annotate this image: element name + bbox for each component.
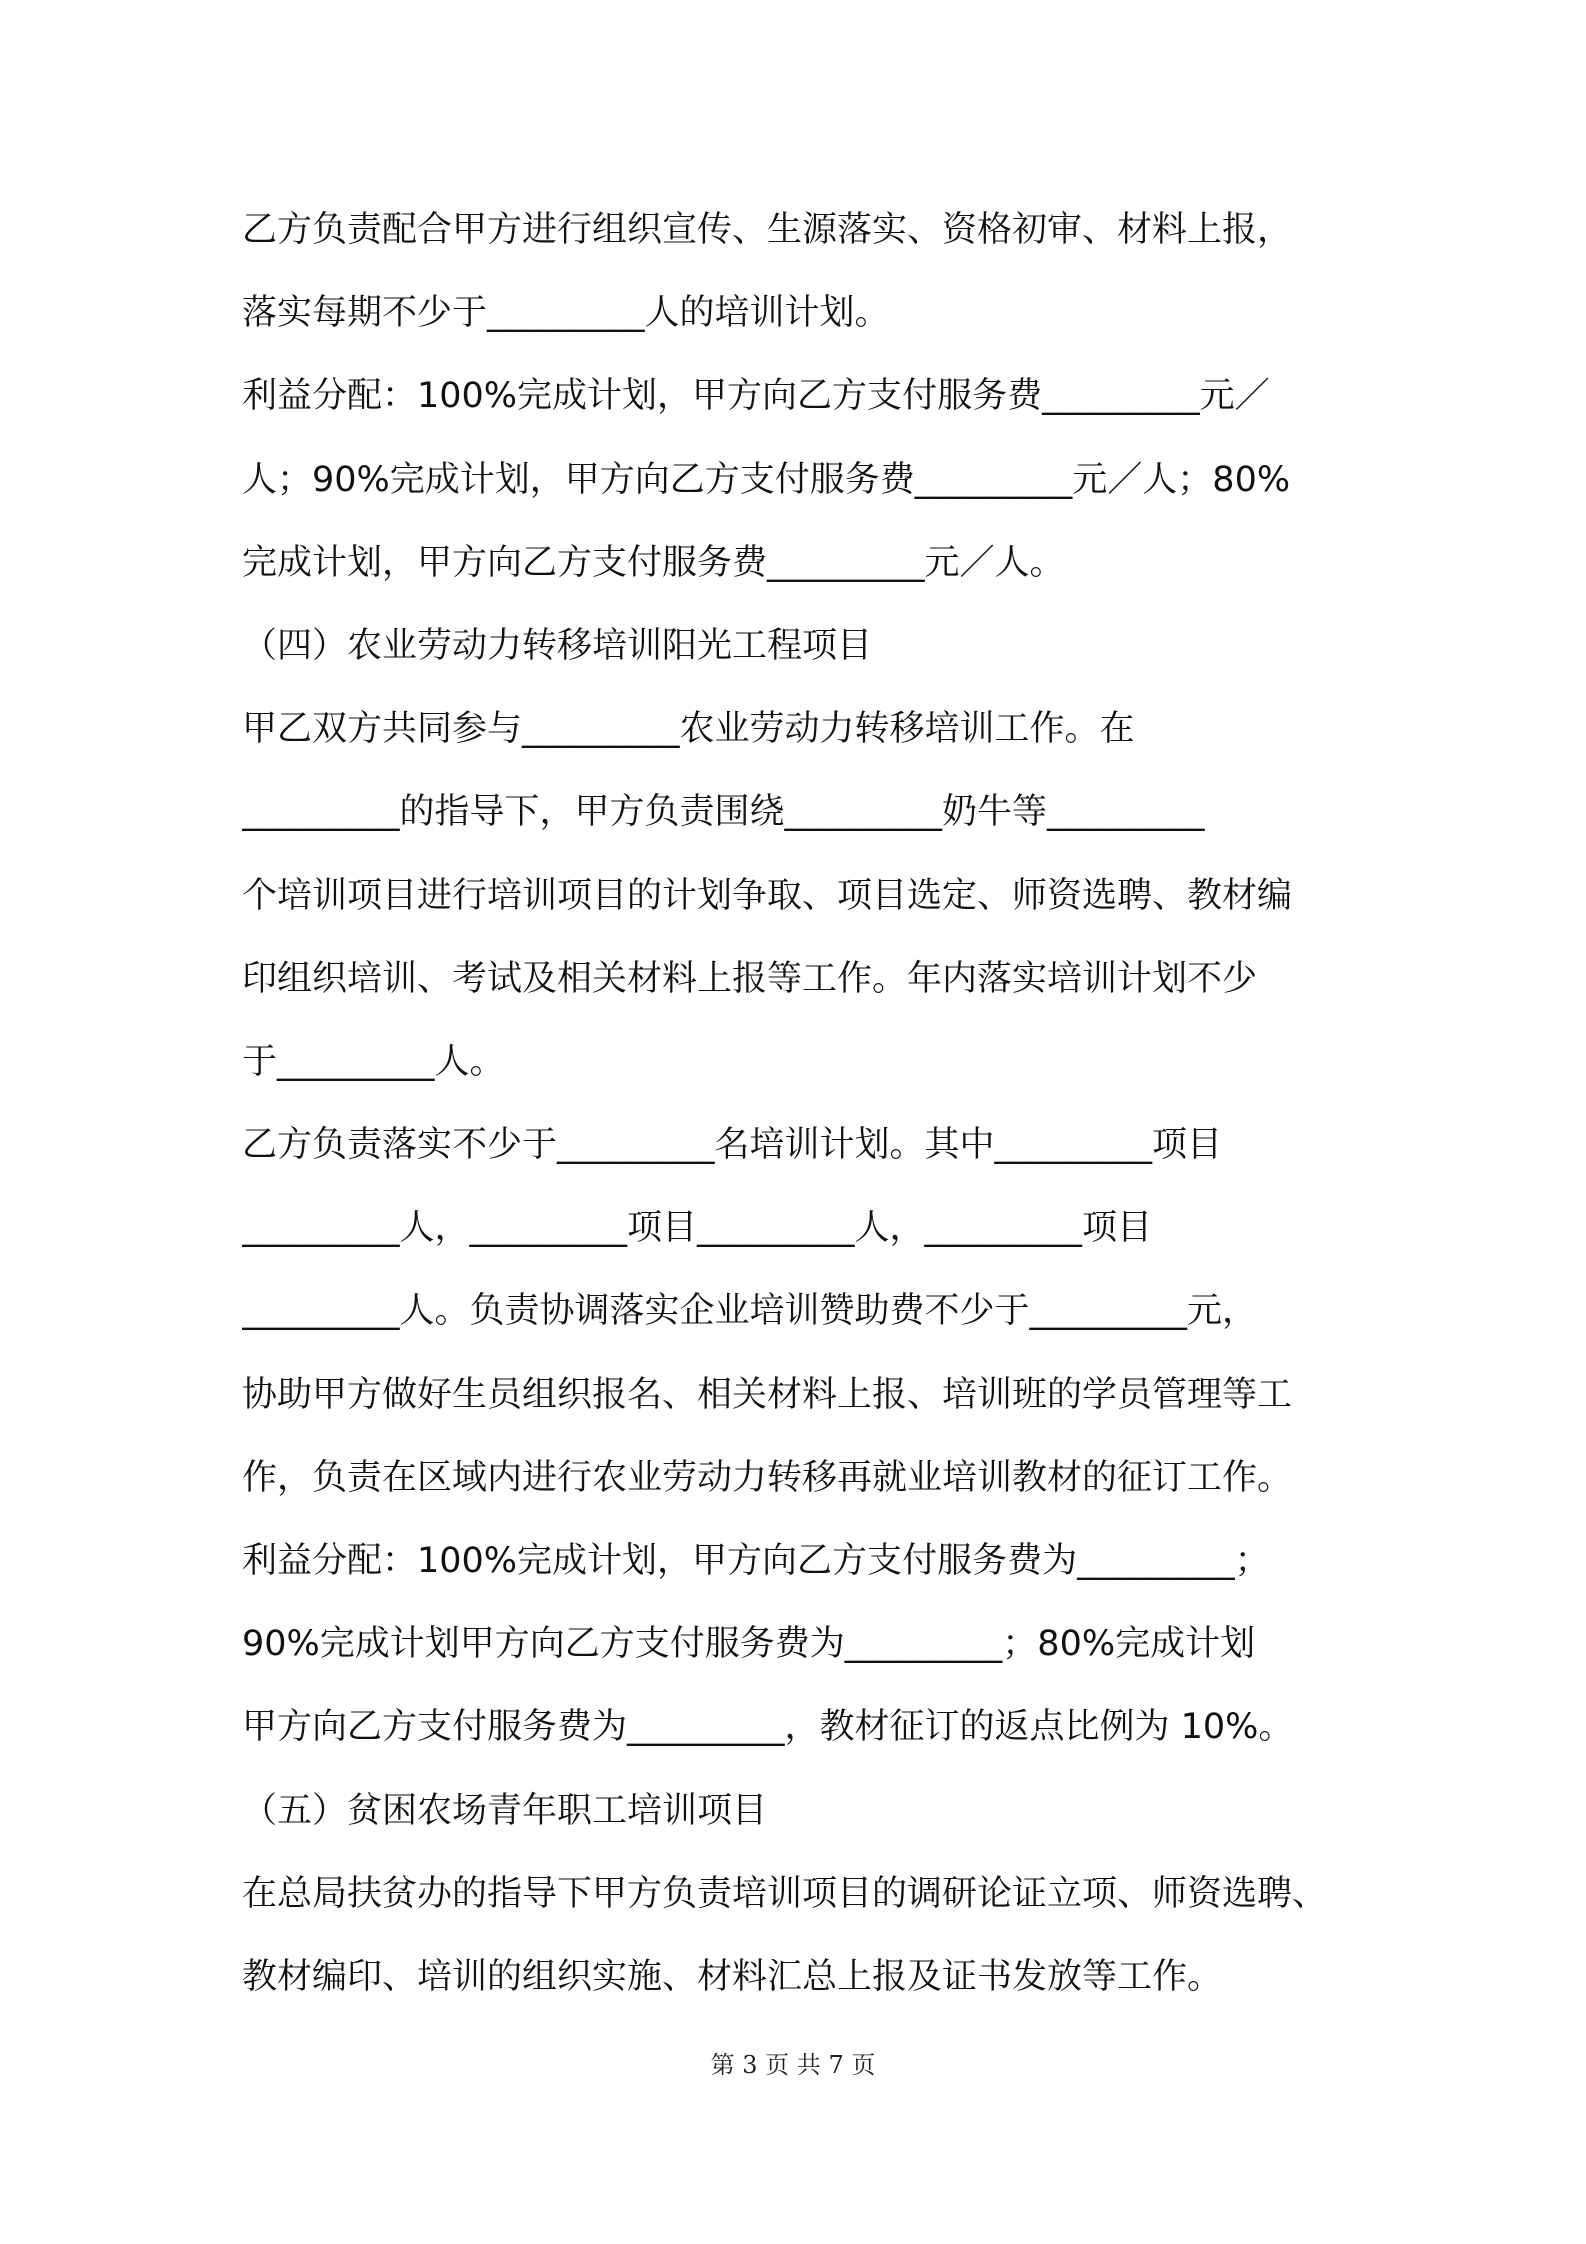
text-line: 利益分配：100%完成计划，甲方向乙方支付服务费_________元／ (242, 376, 1270, 417)
text-line: _________人。负责协调落实企业培训赞助费不少于_________元， (242, 1291, 1258, 1332)
text-line: 在总局扶贫办的指导下甲方负责培训项目的调研论证立项、师资选聘、 (242, 1873, 1328, 1914)
text-line: 教材编印、培训的组织实施、材料汇总上报及证书发放等工作。 (242, 1956, 1223, 1997)
page-indicator: 第 3 页 共 7 页 (710, 2051, 876, 2079)
text-line: 甲乙双方共同参与_________农业劳动力转移培训工作。在 (242, 709, 1135, 750)
text-line: 个培训项目进行培训项目的计划争取、项目选定、师资选聘、教材编 (242, 875, 1293, 916)
text-line: 协助甲方做好生员组织报名、相关材料上报、培训班的学员管理等工 (242, 1374, 1293, 1415)
text-line: 作，负责在区域内进行农业劳动力转移再就业培训教材的征订工作。 (242, 1457, 1293, 1498)
text-line: _________人，_________项目_________人，_________项目 (242, 1208, 1153, 1249)
section-heading: （四）农业劳动力转移培训阳光工程项目 (242, 625, 873, 666)
document-body (242, 200, 1382, 2030)
text-line: 乙方负责配合甲方进行组织宣传、生源落实、资格初审、材料上报， (242, 210, 1293, 250)
text-line: 乙方负责落实不少于_________名培训计划。其中_________项目 (242, 1125, 1223, 1166)
text-line: 利益分配：100%完成计划，甲方向乙方支付服务费为_________； (242, 1541, 1270, 1581)
text-line: 印组织培训、考试及相关材料上报等工作。年内落实培训计划不少 (242, 958, 1258, 999)
text-line: _________的指导下，甲方负责围绕_________奶牛等_________ (242, 792, 1205, 833)
text-line: 于_________人。 (242, 1041, 505, 1082)
section-heading: （五）贫困农场青年职工培训项目 (242, 1790, 768, 1831)
text-line: 人；90%完成计划，甲方向乙方支付服务费_________元／人；80% (242, 459, 1291, 500)
text-line: 完成计划，甲方向乙方支付服务费_________元／人。 (242, 542, 1065, 583)
text-line: 90%完成计划甲方向乙方支付服务费为_________；80%完成计划 (242, 1624, 1256, 1665)
text-line: 甲方向乙方支付服务费为_________，教材征订的返点比例为 10%。 (242, 1707, 1294, 1748)
text-line: 落实每期不少于_________人的培训计划。 (242, 293, 890, 334)
